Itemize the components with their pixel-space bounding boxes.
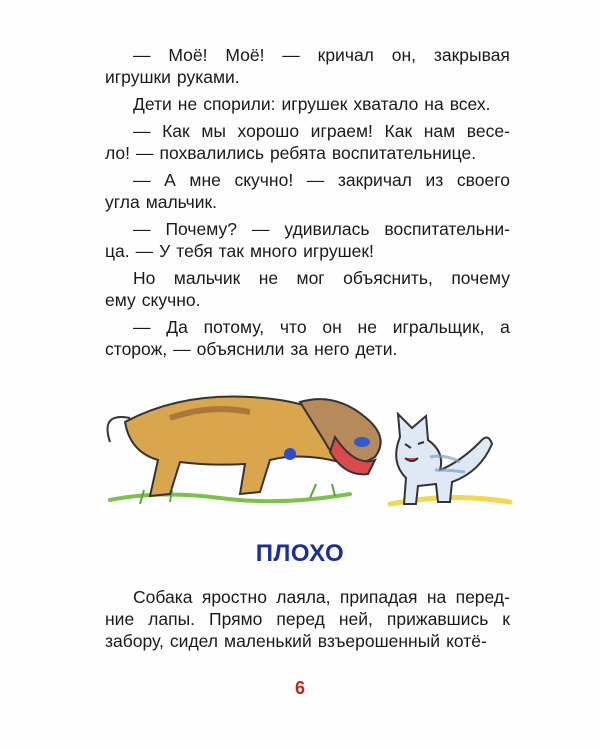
word: лаяла,: [276, 587, 331, 607]
word: перед: [276, 609, 325, 629]
text-line: [105, 289, 510, 311]
word: почему: [451, 268, 510, 288]
word: закричал: [337, 170, 412, 190]
text-line: [105, 142, 510, 164]
word: дети.: [355, 339, 398, 359]
word: лапы.: [148, 609, 196, 629]
word: объяснили: [196, 339, 285, 359]
word: удивилась: [284, 219, 370, 239]
page-number: 6: [294, 678, 305, 698]
text-line: [105, 316, 510, 338]
word: Моё!: [168, 45, 208, 65]
word: Дети: [133, 94, 172, 114]
word: него: [314, 339, 350, 359]
word: Моё!: [225, 45, 265, 65]
word: из: [425, 170, 444, 190]
text-line: [105, 44, 510, 66]
word: скучно!: [234, 170, 294, 190]
word: хорошо: [237, 121, 300, 141]
word: —: [173, 339, 191, 359]
word: так: [218, 241, 244, 261]
word: мальчик.: [145, 192, 218, 212]
word: ние: [105, 609, 135, 629]
word: игрушки: [105, 67, 171, 87]
word: скучно.: [141, 290, 201, 310]
word: ребята: [269, 143, 326, 163]
word: ему: [105, 290, 136, 310]
word: У: [159, 241, 171, 261]
word: мы: [201, 121, 226, 141]
text-line: [105, 120, 510, 142]
word: Собака: [133, 587, 193, 607]
word: весе-: [466, 121, 510, 141]
text-line: [105, 218, 510, 240]
word: сторож,: [105, 339, 168, 359]
word: объяснить,: [343, 268, 433, 288]
word: —: [136, 143, 154, 163]
word: маленький: [224, 631, 312, 651]
word: Да: [166, 317, 188, 337]
word: он: [322, 317, 342, 337]
word: воспитательнице.: [331, 143, 477, 163]
text-line: [105, 586, 510, 608]
word: Как: [162, 121, 190, 141]
word: а: [500, 317, 510, 337]
word: Но: [133, 268, 156, 288]
word: Почему?: [165, 219, 237, 239]
word: игральщик,: [392, 317, 485, 337]
text-line: [105, 608, 510, 630]
word: ней,: [338, 609, 373, 629]
kitten-icon: [396, 414, 492, 504]
word: игрушек!: [303, 241, 374, 261]
word: угла: [105, 192, 140, 212]
word: забору,: [105, 631, 164, 651]
text-line: [105, 191, 510, 213]
text-line: [105, 338, 510, 360]
word: перед-: [455, 587, 510, 607]
text-line: [105, 267, 510, 289]
word: что: [279, 317, 307, 337]
word: за: [290, 339, 309, 359]
word: много: [249, 241, 298, 261]
word: Прямо: [209, 609, 263, 629]
word: котё-: [446, 631, 487, 651]
word: —: [133, 45, 151, 65]
word: не: [258, 268, 279, 288]
top-text-block: [105, 44, 510, 360]
word: всех.: [449, 94, 491, 114]
section-heading: ПЛОХО: [255, 540, 345, 567]
word: он,: [391, 45, 417, 65]
word: мог: [296, 268, 325, 288]
word: на: [424, 94, 444, 114]
text-line: [105, 93, 510, 115]
word: играем!: [310, 121, 373, 141]
word: нам: [423, 121, 456, 141]
word: припадая: [339, 587, 418, 607]
word: спорили:: [203, 94, 276, 114]
word: своего: [456, 170, 510, 190]
text-line: [105, 630, 510, 652]
word: ло!: [105, 143, 131, 163]
word: —: [135, 241, 154, 261]
word: А: [164, 170, 176, 190]
word: взъерошенный: [317, 631, 441, 651]
text-line: [105, 66, 510, 88]
word: кричал: [317, 45, 374, 65]
bottom-text-block: [105, 586, 510, 652]
word: —: [133, 170, 151, 190]
word: игрушек: [281, 94, 348, 114]
word: прижавшись: [386, 609, 489, 629]
word: мне: [189, 170, 221, 190]
word: ца.: [105, 241, 130, 261]
word: хватало: [353, 94, 419, 114]
word: —: [133, 317, 151, 337]
word: к: [502, 609, 510, 629]
word: тебя: [176, 241, 213, 261]
word: на: [426, 587, 447, 607]
word: не: [177, 94, 198, 114]
word: —: [251, 219, 270, 239]
dog-icon: [108, 396, 381, 496]
word: —: [282, 45, 300, 65]
text-line: [105, 240, 510, 262]
word: похвалились: [159, 143, 264, 163]
word: не: [357, 317, 377, 337]
word: мальчик: [173, 268, 241, 288]
word: —: [133, 219, 151, 239]
word: —: [306, 170, 325, 190]
word: Как: [384, 121, 413, 141]
word: воспитательни-: [384, 219, 510, 239]
word: потому,: [203, 317, 265, 337]
word: сидел: [169, 631, 219, 651]
word: руками.: [176, 67, 240, 87]
dog-and-kitten-illustration: [100, 382, 520, 522]
word: —: [133, 121, 151, 141]
text-line: [105, 169, 510, 191]
word: яростно: [201, 587, 267, 607]
word: закрывая: [433, 45, 510, 65]
